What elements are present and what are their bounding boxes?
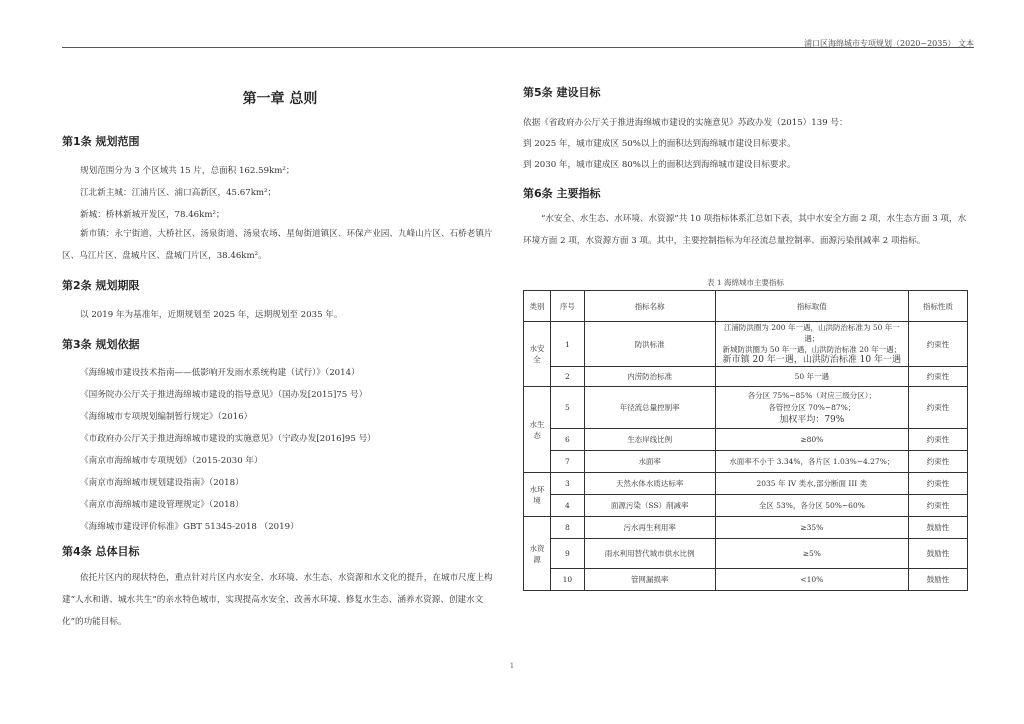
page-number: 1: [509, 662, 515, 670]
name-cell: 防洪标准: [584, 322, 715, 367]
type-cell: 鼓励性: [909, 517, 968, 539]
value-cell: [715, 387, 909, 429]
value-line: 新城防洪圈为 50 年一遇，山洪防治标准 20 年一遇；: [722, 345, 902, 354]
period-text: 以 2019 年为基准年，近期规划至 2025 年，远期规划至 2035 年。: [80, 310, 343, 320]
table-row: [524, 517, 968, 539]
table-row: [524, 539, 968, 569]
reference-item: 《海绵城市建设评价标准》GBT 51345-2018 （2019）: [80, 522, 299, 532]
value-line: 各分区 75%~85%（对应三级分区）；: [747, 390, 876, 400]
table-row: [524, 322, 968, 367]
value-line: <10%: [800, 575, 824, 584]
article-4-title: 第4条 总体目标: [62, 545, 140, 558]
reference-item: 《海绵城市专项规划编制暂行规定》（2016）: [80, 412, 253, 422]
value-line: 加权平均：79%: [779, 414, 845, 425]
article-3-title: 第3条 规划依据: [62, 338, 140, 351]
article-6-title: 第6条 主要指标: [523, 187, 601, 200]
reference-item: 《南京市海绵城市专项规划》（2015-2030 年）: [80, 456, 263, 466]
article-5-title: 第5条 建设目标: [523, 86, 601, 99]
table-caption: 表 1 海绵城市主要指标: [706, 278, 785, 287]
value-cell: [715, 569, 909, 591]
value-cell: [715, 451, 909, 473]
type-cell: 约束性: [909, 322, 968, 367]
name-cell: 污水再生利用率: [584, 517, 715, 539]
type-cell: 约束性: [909, 495, 968, 517]
name-cell: 雨水利用替代城市供水比例: [584, 539, 715, 569]
value-cell: [715, 367, 909, 387]
value-line: 各管控分区 70%~87%；: [768, 402, 856, 412]
chapter-title: 第一章 总则: [242, 91, 318, 107]
reference-item: 《南京市海绵城市规划建设指南》（2018）: [80, 478, 244, 488]
table-row: [524, 569, 968, 591]
name-cell: 面源污染（SS）削减率: [584, 495, 715, 517]
name-cell: 水面率: [584, 451, 715, 473]
table-row: [524, 367, 968, 387]
name-cell: 生态岸线比例: [584, 429, 715, 451]
table-row: [524, 451, 968, 473]
type-cell: 鼓励性: [909, 539, 968, 569]
type-cell: 约束性: [909, 451, 968, 473]
name-cell: 天然水体水质达标率: [584, 473, 715, 495]
name-cell: 管网漏损率: [584, 569, 715, 591]
type-cell: 约束性: [909, 473, 968, 495]
header-cell: 指标性质: [909, 291, 968, 322]
type-cell: 鼓励性: [909, 569, 968, 591]
scope-line: 新城：桥林新城开发区，78.46km²；: [80, 210, 225, 220]
number-cell: 2: [550, 367, 584, 387]
indicator-table: [523, 290, 968, 591]
scope-line: 新市镇：永宁街道、大桥社区、汤泉街道、汤泉农场、星甸街道镇区、环保产业园、九峰山片区、石桥老镇片区、乌江片区、盘城片区、盘城门片区，38.46km²。: [62, 229, 493, 261]
value-line: 2035 年 IV 类水,部分断面 III 类: [756, 479, 868, 488]
scope-line: 江北新主城：江浦片区、浦口高新区，45.67km²；: [80, 188, 277, 198]
number-cell: 9: [550, 539, 584, 569]
number-cell: 7: [550, 451, 584, 473]
value-cell: [715, 473, 909, 495]
running-header: 浦口区海绵城市专项规划（2020~2035） 文本: [804, 39, 974, 48]
number-cell: 5: [550, 387, 584, 429]
reference-item: 《国务院办公厅关于推进海绵城市建设的指导意见》（国办发[2015]75 号）: [80, 390, 368, 400]
value-line: ≥5%: [802, 549, 821, 558]
header-cell: 类别: [524, 291, 551, 322]
value-line: ≥80%: [800, 435, 824, 444]
table-row: [524, 429, 968, 451]
category-cell: 水资源: [524, 517, 551, 591]
category-cell: 水环境: [524, 473, 551, 517]
table-row: [524, 387, 968, 429]
goal-line: 到 2025 年，城市建成区 50%以上的面积达到海绵城市建设目标要求。: [523, 139, 796, 149]
value-line: 江浦防洪圈为 200 年一遇，山洪防治标准为 50 年一遇；: [723, 323, 900, 343]
name-cell: 年径流总量控制率: [584, 387, 715, 429]
value-line: 水面率不小于 3.34%，各片区 1.03%~4.27%；: [729, 457, 895, 466]
number-cell: 6: [550, 429, 584, 451]
indicator-intro: “水安全、水生态、水环境、水资源”共 10 项指标体系汇总如下表，其中水安全方面 2 项，水生态方面 3 项，水环境方面 2 项，水资源方面 3 项。其中，主要控制指标为年径流总量控制率、面源污染削减率 2 项指标。: [523, 214, 967, 246]
table-row: [524, 473, 968, 495]
value-cell: [715, 322, 909, 367]
value-cell: [715, 517, 909, 539]
value-line: ≥35%: [800, 523, 824, 532]
number-cell: 10: [550, 569, 584, 591]
article-1-title: 第1条 规划范围: [62, 135, 140, 148]
category-cell: 水安全: [524, 322, 551, 387]
header-cell: 指标取值: [715, 291, 909, 322]
type-cell: 约束性: [909, 387, 968, 429]
value-line: 新市镇 20 年一遇，山洪防治标准 10 年一遇: [722, 355, 901, 365]
value-line: 全区 53%，各分区 50%~60%: [758, 501, 865, 510]
article-2-title: 第2条 规划期限: [62, 279, 140, 292]
reference-item: 《海绵城市建设技术指南——低影响开发雨水系统构建（试行）》（2014）: [80, 368, 360, 378]
type-cell: 约束性: [909, 429, 968, 451]
goal-line: 依据《省政府办公厅关于推进海绵城市建设的实施意见》苏政办发（2015）139 号：: [523, 118, 848, 128]
header-divider: [62, 47, 974, 48]
number-cell: 4: [550, 495, 584, 517]
value-cell: [715, 539, 909, 569]
number-cell: 8: [550, 517, 584, 539]
number-cell: 3: [550, 473, 584, 495]
value-cell: [715, 429, 909, 451]
header-cell: 指标名称: [584, 291, 715, 322]
table-header-row: [524, 291, 968, 322]
overall-goal-text: 依托片区内的现状特色，重点针对片区内水安全、水环境、水生态、水资源和水文化的提升，在城市尺度上构建“人水和谐、城水共生”的亲水特色城市，实现提高水安全、改善水环境、修复水生态、涵养水资源、创建水文化”的功能目标。: [62, 573, 493, 627]
type-cell: 约束性: [909, 367, 968, 387]
category-cell: 水生态: [524, 387, 551, 473]
value-line: 50 年一遇: [794, 372, 830, 381]
reference-item: 《南京市海绵城市建设管理规定》（2018）: [80, 500, 244, 510]
table-row: [524, 495, 968, 517]
scope-line: 规划范围分为 3 个区域共 15 片，总面积 162.59km²；: [80, 166, 295, 176]
goal-line: 到 2030 年，城市建成区 80%以上的面积达到海绵城市建设目标要求。: [523, 160, 796, 170]
value-cell: [715, 495, 909, 517]
header-cell: 序号: [550, 291, 584, 322]
number-cell: 1: [550, 322, 584, 367]
reference-item: 《市政府办公厅关于推进海绵城市建设的实施意见》（宁政办发[2016]95 号）: [80, 434, 376, 444]
name-cell: 内涝防治标准: [584, 367, 715, 387]
